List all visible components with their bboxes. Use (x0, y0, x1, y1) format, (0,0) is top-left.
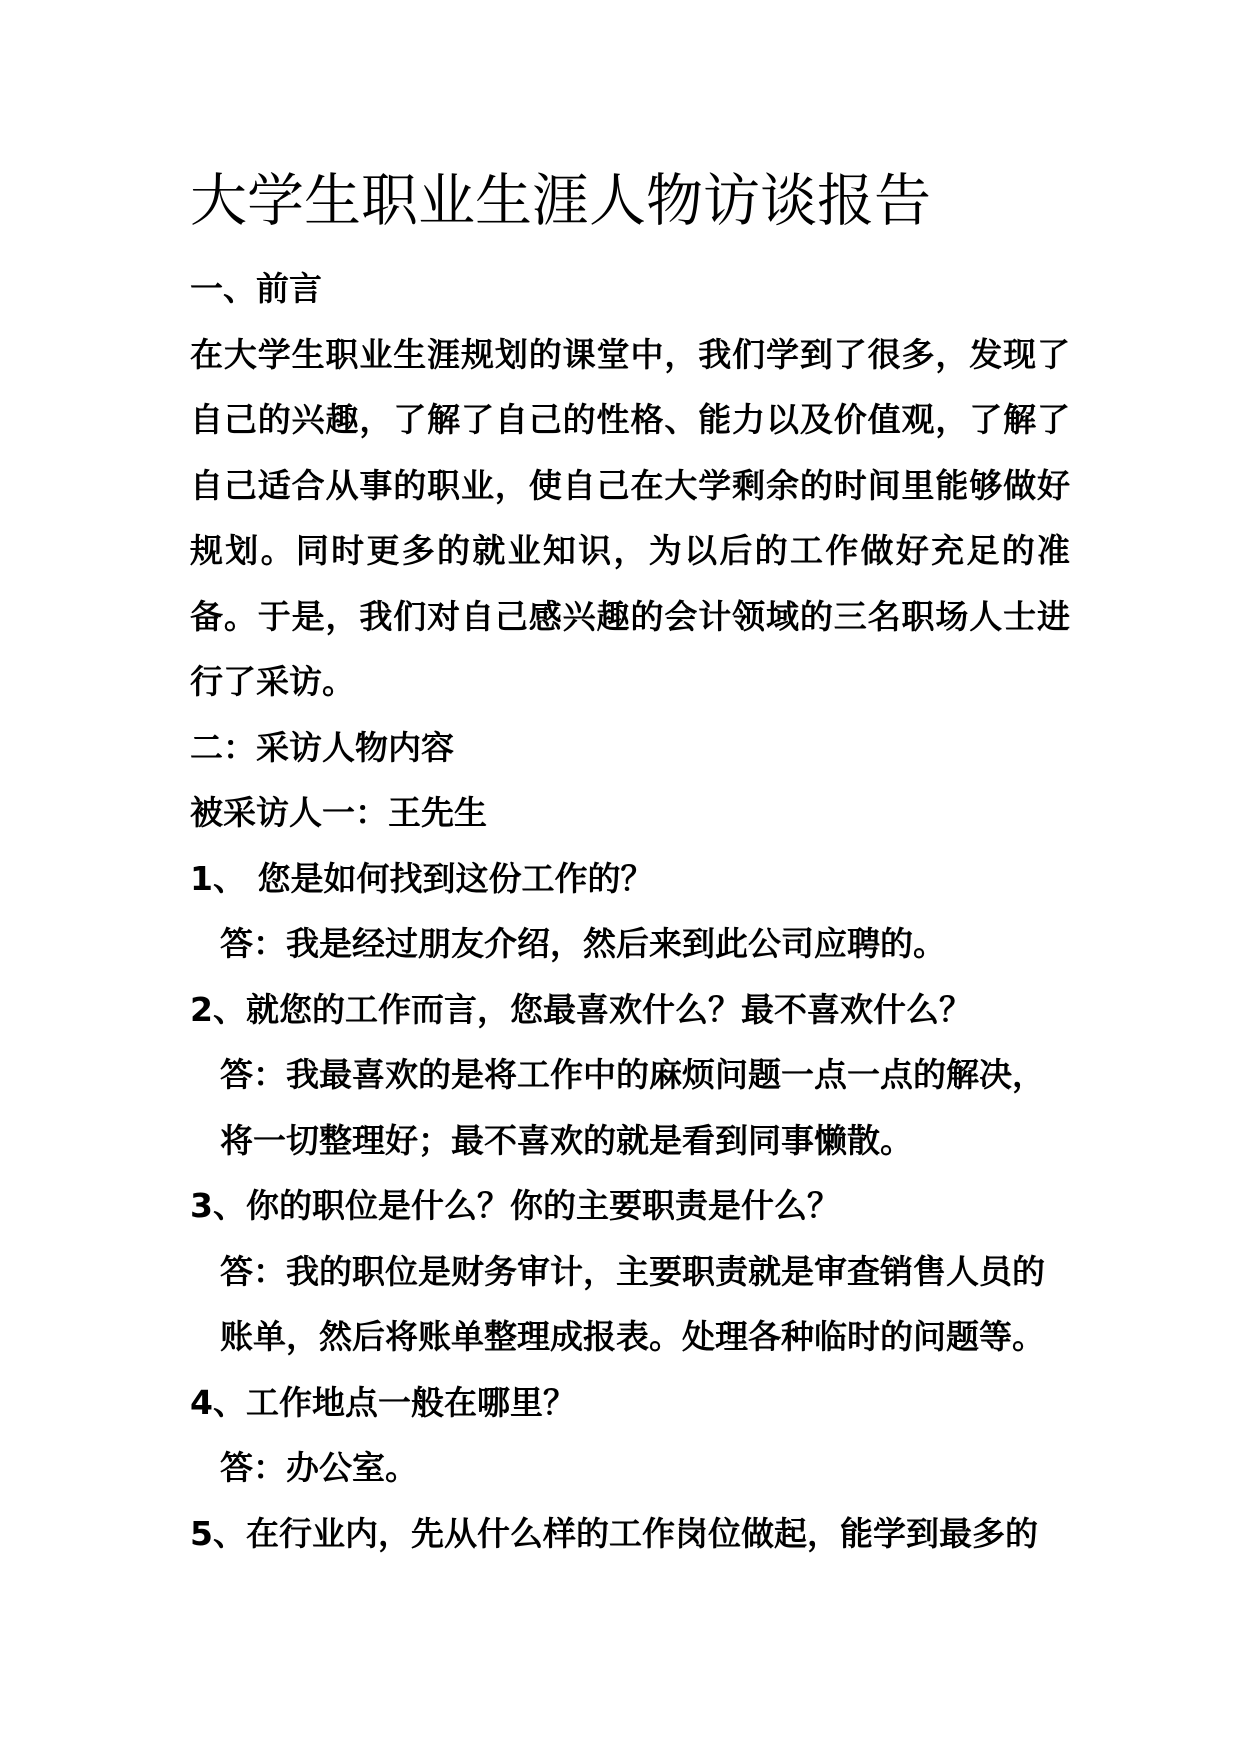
section-heading-preface: 一、前言 (190, 269, 322, 308)
question-4: 4、工作地点一般在哪里？ (190, 1382, 576, 1422)
answer-4: 答：办公室。 (220, 1448, 418, 1487)
answer-2: 答：我最喜欢的是将工作中的麻烦问题一点一点的解决，将一切整理好；最不喜欢的就是看到同事懒散。 (220, 1055, 1045, 1160)
document-title: 大学生职业生涯人物访谈报告 (190, 168, 931, 234)
document-body (190, 256, 1070, 1566)
answer-3: 答：我的职位是财务审计，主要职责就是审查销售人员的账单，然后将账单整理成报表。处理各种临时的问题等。 (220, 1251, 1045, 1356)
intro-paragraph: 在大学生职业生涯规划的课堂中，我们学到了很多，发现了自己的兴趣，了解了自己的性格、能力以及价值观，了解了自己适合从事的职业，使自己在大学剩余的时间里能够做好规划。同时更多的就业知识，为以后的工作做好充足的准备。于是，我们对自己感兴趣的会计领域的三名职场人士进行了采访。 (190, 334, 1070, 701)
interviewee-name: 被采访人一：王先生 (190, 793, 487, 832)
question-1: 1、 您是如何找到这份工作的？ (190, 858, 654, 898)
question-2: 2、就您的工作而言，您最喜欢什么？最不喜欢什么？ (190, 989, 972, 1029)
section-heading-interview: 二：采访人物内容 (190, 727, 454, 767)
question-3: 3、你的职位是什么？你的主要职责是什么？ (190, 1186, 840, 1225)
question-5: 5、在行业内，先从什么样的工作岗位做起，能学到最多的 (190, 1513, 1038, 1553)
answer-1: 答：我是经过朋友介绍，然后来到此公司应聘的。 (220, 924, 946, 963)
